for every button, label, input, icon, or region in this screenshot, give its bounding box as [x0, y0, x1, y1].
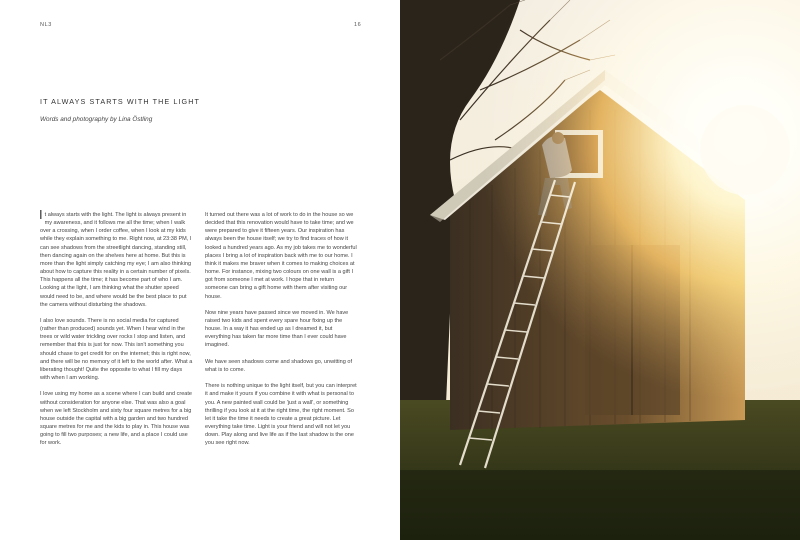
paragraph: Now nine years have passed since we moved in. We have raised two kids and spent every spare hour fixing up the house. In a way it has ended up as I dreamed it, but everything has taken far more time than I ever could have imagined. — [205, 309, 349, 349]
article-title: IT ALWAYS STARTS WITH THE LIGHT — [40, 97, 201, 106]
page-number: 16 — [354, 22, 362, 28]
paragraph: There is nothing unique to the light itself, but you can interpret it and make it yours if you combine it with what is personal to you. A new painted wall could be 'just a wall', or something thrilling if you look at it at the right time, the right moment. So let it take the time it needs to create a great picture. Let everything take time. Light is your friend and will not let you down. Play along and live life as if the last shadow is the one you see right now. — [205, 383, 357, 447]
paragraph-text: t always starts with the light. The light is always present in my awareness, and it follows me all the time; when I walk over a crossing, when I order coffee, when I look at my kids while they explain something to me. Right now, at 23:38 PM, I can see shadows from the streetlight dancing, standing still, then dancing again on the shelves here at home. But this is more than the light simply catching my eye; I am also thinking about how to capture this reality in a certain number of pixels. This happens all the time; it has become part of who I am. Looking at the light, I am thinking what the shutter speed would need to be, and where would be the best place to put the camera without disturbing the shadows. — [40, 212, 192, 308]
article-byline: Words and photography by Lina Östling — [40, 116, 153, 123]
paragraph: I love using my home as a scene where I can build and create without consideration for anyone else. That was also a goal when we left Stockholm and sixty four square metres for a big house outside the capital with a big garden and two hundred square metres for me and the kids to play in. This house was going to fill two purposes; a new life, and a place I could use for work. — [40, 391, 193, 447]
section-label: NL3 — [40, 22, 52, 28]
photo-illustration — [400, 0, 800, 540]
paragraph — [39, 207, 193, 309]
body-column-2 — [205, 211, 358, 456]
paragraph: We have seen shadows come and shadows go, unwitting of what is to come. — [205, 358, 352, 373]
barn-photograph — [400, 0, 800, 540]
paragraph: I also love sounds. There is no social media for captured (rather than produced) sounds yet. When I hear wind in the trees or wild water trickling over rocks I stop and listen, and remember that this is just for now. This isn't something you should chase to get credit for on the internet; this is right now, and there will be no memory of it left to the world after. What a liberating thought! Quite the opposite to what I fill my days with when I am working. — [40, 318, 193, 382]
drop-cap: I — [39, 207, 43, 222]
paragraph: It turned out there was a lot of work to do in the house so we decided that this renovation would have to take time; and we were prepared to give it fifteen years. Our inspiration has always been the house itself; we try to find traces of how it looked a hundred years ago. As my job takes me to wonderful places I bring a lot of inspiration back with me to our home. I think it makes me braver when it comes to making choices at home. For instance, mixing two colours on one wall is a gift I got from someone I met at work. I hope that in return someone can bring a gift home with them after visiting our house. — [205, 212, 357, 300]
sun-flare — [400, 0, 800, 540]
sun — [700, 105, 790, 195]
body-column-1 — [39, 207, 193, 456]
